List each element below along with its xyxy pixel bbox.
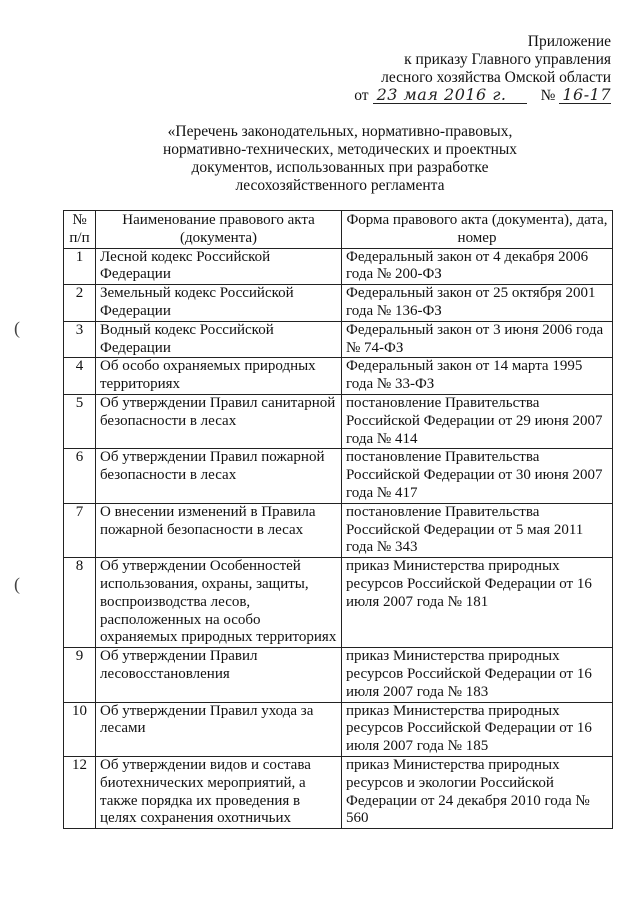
act-name: Об утверждении Особенностей использования, охраны, защиты, воспроизводства лесов, расположенных на особо охраняемых природных территориях	[96, 558, 342, 648]
act-name: Лесной кодекс Российской Федерации	[96, 248, 342, 285]
act-form: постановление Правительства Российской Федерации от 5 мая 2011 года № 343	[342, 503, 613, 557]
act-name: О внесении изменений в Правила пожарной безопасности в лесах	[96, 503, 342, 557]
row-number: 2	[64, 285, 96, 322]
act-form: постановление Правительства Российской Федерации от 29 июня 2007 года № 414	[342, 394, 613, 448]
act-name: Об утверждении видов и состава биотехнических мероприятий, а также порядка их проведения в целях сохранения охотничьих	[96, 756, 342, 828]
table-row	[64, 558, 613, 648]
act-form: приказ Министерства природных ресурсов и экологии Российской Федерации от 24 декабря 2010 года № 560	[342, 756, 613, 828]
table-row	[64, 394, 613, 448]
table-row	[64, 503, 613, 557]
row-number: 12	[64, 756, 96, 828]
table-row	[64, 648, 613, 702]
legal-acts-table	[63, 210, 613, 829]
title-line-2: нормативно-технических, методических и проектных	[162, 141, 518, 158]
header-act-form: Форма правового акта (документа), дата, номер	[342, 211, 613, 249]
table-row	[64, 321, 613, 358]
appendix-date-number-line	[291, 87, 611, 105]
table-row	[64, 285, 613, 322]
row-number: 7	[64, 503, 96, 557]
table-row	[64, 702, 613, 756]
appendix-line-1: Приложение	[527, 33, 611, 50]
handwritten-date: 23 мая 2016 г.	[373, 87, 527, 104]
margin-mark: (	[14, 574, 20, 594]
appendix-line-2: к приказу Главного управления	[404, 51, 611, 68]
table-header-row	[64, 211, 613, 249]
act-name: Водный кодекс Российской Федерации	[96, 321, 342, 358]
from-label: от	[354, 87, 369, 104]
act-name: Об утверждении Правил ухода за лесами	[96, 702, 342, 756]
appendix-block	[291, 33, 611, 105]
act-name: Об особо охраняемых природных территориях	[96, 358, 342, 395]
row-number: 3	[64, 321, 96, 358]
act-name: Об утверждении Правил лесовосстановления	[96, 648, 342, 702]
table-row	[64, 756, 613, 828]
row-number: 1	[64, 248, 96, 285]
row-number: 8	[64, 558, 96, 648]
act-name: Земельный кодекс Российской Федерации	[96, 285, 342, 322]
act-form: Федеральный закон от 4 декабря 2006 года № 200-ФЗ	[342, 248, 613, 285]
act-form: приказ Министерства природных ресурсов Российской Федерации от 16 июля 2007 года № 183	[342, 648, 613, 702]
act-form: Федеральный закон от 14 марта 1995 года № 33-ФЗ	[342, 358, 613, 395]
act-form: Федеральный закон от 3 июня 2006 года № 74-ФЗ	[342, 321, 613, 358]
row-number: 4	[64, 358, 96, 395]
table-body	[64, 248, 613, 829]
act-form: приказ Министерства природных ресурсов Российской Федерации от 16 июля 2007 года № 185	[342, 702, 613, 756]
row-number: 6	[64, 449, 96, 503]
table-row	[64, 358, 613, 395]
table-row	[64, 248, 613, 285]
title-line-3: документов, использованных при разработке	[191, 159, 489, 176]
row-number: 10	[64, 702, 96, 756]
document-title	[150, 123, 530, 195]
row-number: 5	[64, 394, 96, 448]
header-act-name: Наименование правового акта (документа)	[96, 211, 342, 249]
number-sign: №	[540, 87, 556, 104]
header-number: № п/п	[64, 211, 96, 249]
act-form: постановление Правительства Российской Федерации от 30 июня 2007 года № 417	[342, 449, 613, 503]
margin-mark: (	[14, 318, 20, 338]
title-line-1: «Перечень законодательных, нормативно-правовых,	[167, 123, 513, 140]
act-name: Об утверждении Правил санитарной безопасности в лесах	[96, 394, 342, 448]
table-row	[64, 449, 613, 503]
appendix-line-3: лесного хозяйства Омской области	[381, 69, 611, 86]
row-number: 9	[64, 648, 96, 702]
handwritten-number: 16-17	[559, 87, 611, 104]
act-form: Федеральный закон от 25 октября 2001 года № 136-ФЗ	[342, 285, 613, 322]
act-form: приказ Министерства природных ресурсов Российской Федерации от 16 июля 2007 года № 181	[342, 558, 613, 648]
title-line-4: лесохозяйственного регламента	[235, 177, 445, 194]
act-name: Об утверждении Правил пожарной безопасности в лесах	[96, 449, 342, 503]
